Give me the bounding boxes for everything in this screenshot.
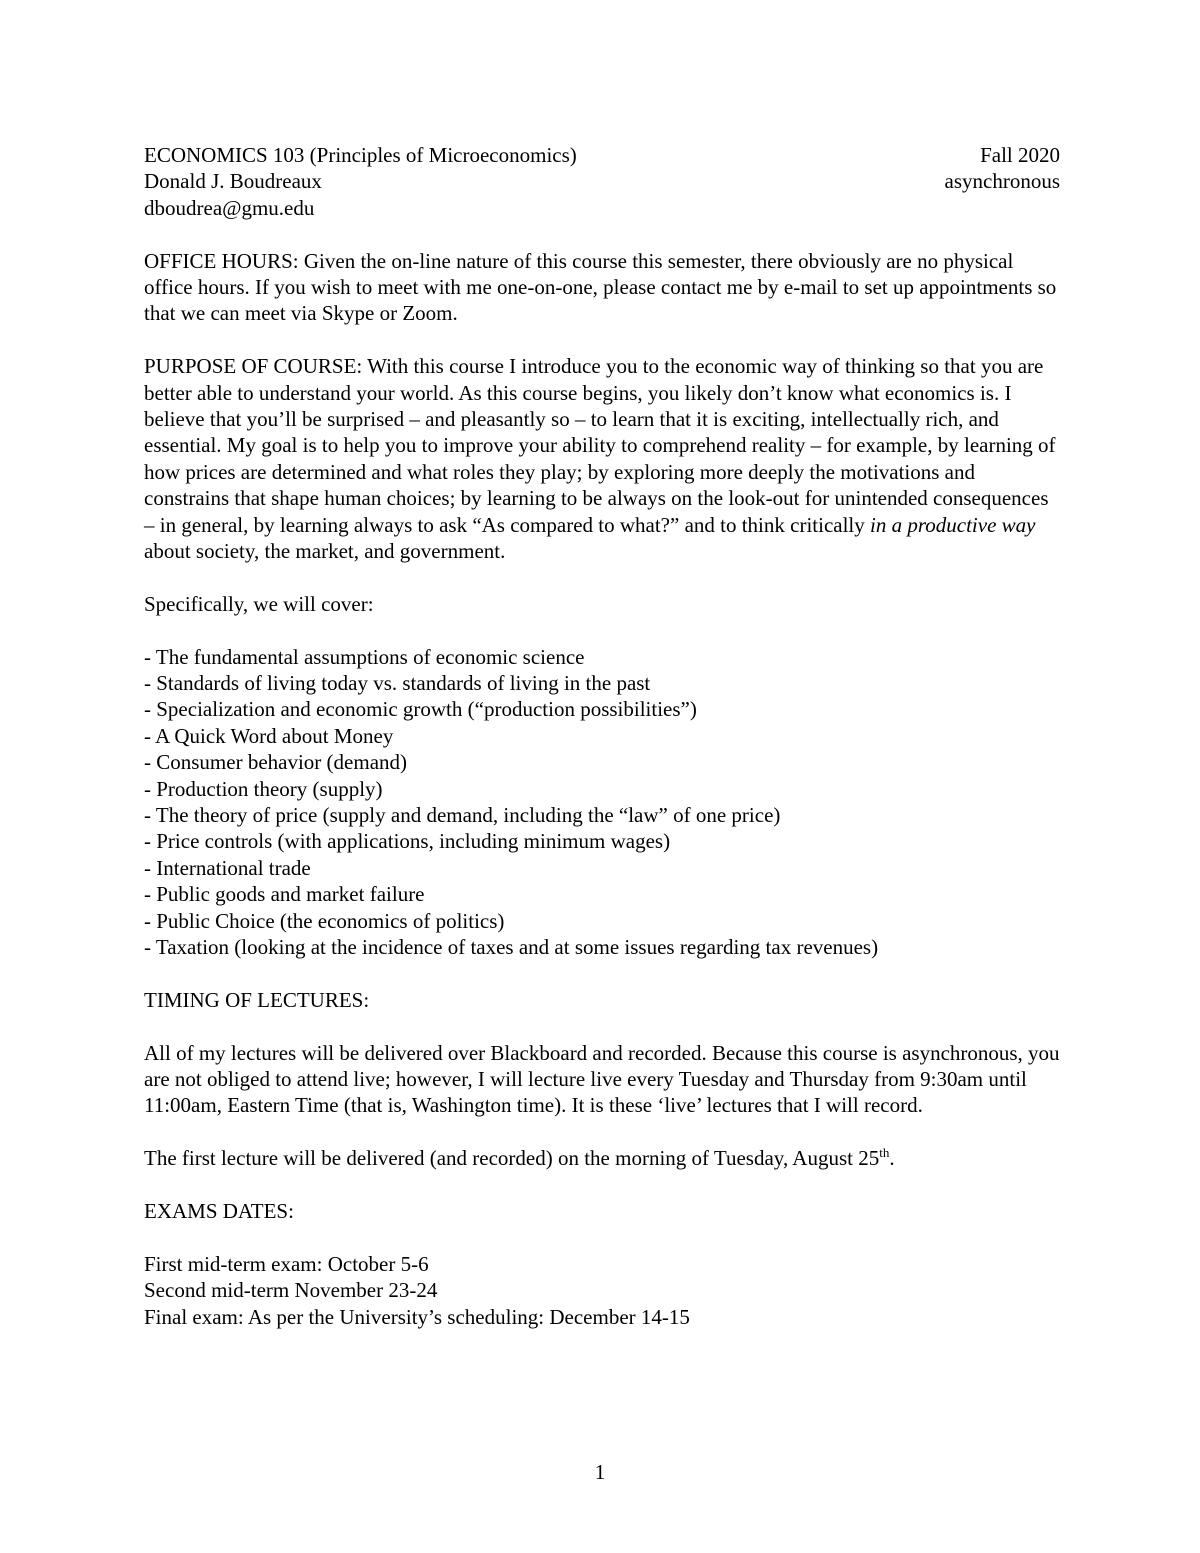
instructor-name: Donald J. Boudreaux — [144, 169, 322, 194]
office-hours-text: OFFICE HOURS: Given the on-line nature of this course this semester, there obviously are no physical office hours. If you wish to meet with me one-on-one, please contact me by e-mail to set up appointments so that we can meet via Skype or Zoom. — [144, 248, 1057, 326]
exams-section — [144, 1251, 1060, 1330]
list-item: - International trade — [144, 855, 311, 880]
timing-section — [144, 1040, 1060, 1119]
course-term: Fall 2020 — [980, 143, 1060, 167]
purpose-text-after: about society, the market, and government. — [144, 539, 506, 564]
purpose-section — [144, 353, 1060, 564]
list-item: - Consumer behavior (demand) — [144, 750, 408, 775]
first-lecture-main: The first lecture will be delivered (and recorded) on the morning of Tuesday, August 25 — [144, 1146, 880, 1171]
list-item: First mid-term exam: October 5-6 — [144, 1251, 429, 1276]
coverage-list — [144, 644, 1060, 961]
coverage-intro-section — [144, 591, 1060, 617]
first-lecture-suffix: th — [879, 1145, 890, 1161]
header-row-instructor — [144, 168, 1060, 194]
list-item: - The theory of price (supply and demand, including the “law” of one price) — [144, 803, 781, 828]
list-item: - The fundamental assumptions of economic science — [144, 644, 585, 669]
exams-list — [144, 1251, 1060, 1330]
purpose-text — [144, 353, 1060, 564]
list-item: Final exam: As per the University’s scheduling: December 14-15 — [144, 1304, 690, 1329]
timing-heading: TIMING OF LECTURES: — [144, 987, 370, 1012]
exams-heading-section — [144, 1198, 1060, 1224]
exams-heading: EXAMS DATES: — [144, 1199, 294, 1224]
timing-text: All of my lectures will be delivered over Blackboard and recorded. Because this course is asynchronous, you are not obliged to attend live; however, I will lecture live every Tuesday and Thursday from 9:30am until 11:00am, Eastern Time (that is, Washington time). It is these ‘live’ lectures that I will record. — [144, 1040, 1060, 1118]
purpose-text-before: PURPOSE OF COURSE: With this course I introduce you to the economic way of thinking so that you are better able to understand your world. As this course begins, you likely don’t know what economics is. I believe that you’ll be surprised – and pleasantly so – to learn that it is exciting, intellectually rich, and essential. My goal is to help you to improve your ability to comprehend reality – for example, by learning of how prices are determined and what roles they play; by exploring more deeply the motivations and constrains that shape human choices; by learning to be always on the look-out for unintended consequences – in general, by learning always to ask “As compared to what?” and to think critically — [144, 354, 1056, 537]
list-item: - Standards of living today vs. standards of living in the past — [144, 671, 651, 696]
list-item: - Public goods and market failure — [144, 882, 425, 907]
office-hours-section — [144, 248, 1060, 327]
list-item: - Production theory (supply) — [144, 776, 383, 801]
coverage-section — [144, 644, 1060, 961]
purpose-emphasis: in a productive way — [870, 512, 1036, 537]
coverage-intro: Specifically, we will cover: — [144, 591, 374, 616]
list-item: - Specialization and economic growth (“production possibilities”) — [144, 697, 697, 722]
first-lecture-text — [144, 1145, 1060, 1171]
course-format: asynchronous — [944, 169, 1060, 194]
instructor-email: dboudrea@gmu.edu — [144, 195, 315, 220]
first-lecture-section — [144, 1145, 1060, 1171]
header-row-email — [144, 195, 1060, 221]
header-row-course — [144, 142, 1060, 168]
list-item: - Public Choice (the economics of politics) — [144, 908, 505, 933]
timing-heading-section — [144, 987, 1060, 1013]
list-item: Second mid-term November 23-24 — [144, 1278, 438, 1303]
list-item: - Price controls (with applications, including minimum wages) — [144, 829, 671, 854]
list-item: - A Quick Word about Money — [144, 723, 394, 748]
page-content — [144, 142, 1060, 1330]
course-title: ECONOMICS 103 (Principles of Microeconomics) — [144, 143, 577, 167]
first-lecture-end: . — [889, 1146, 895, 1171]
page-number: 1 — [594, 1460, 606, 1484]
list-item: - Taxation (looking at the incidence of taxes and at some issues regarding tax revenues) — [144, 935, 879, 960]
